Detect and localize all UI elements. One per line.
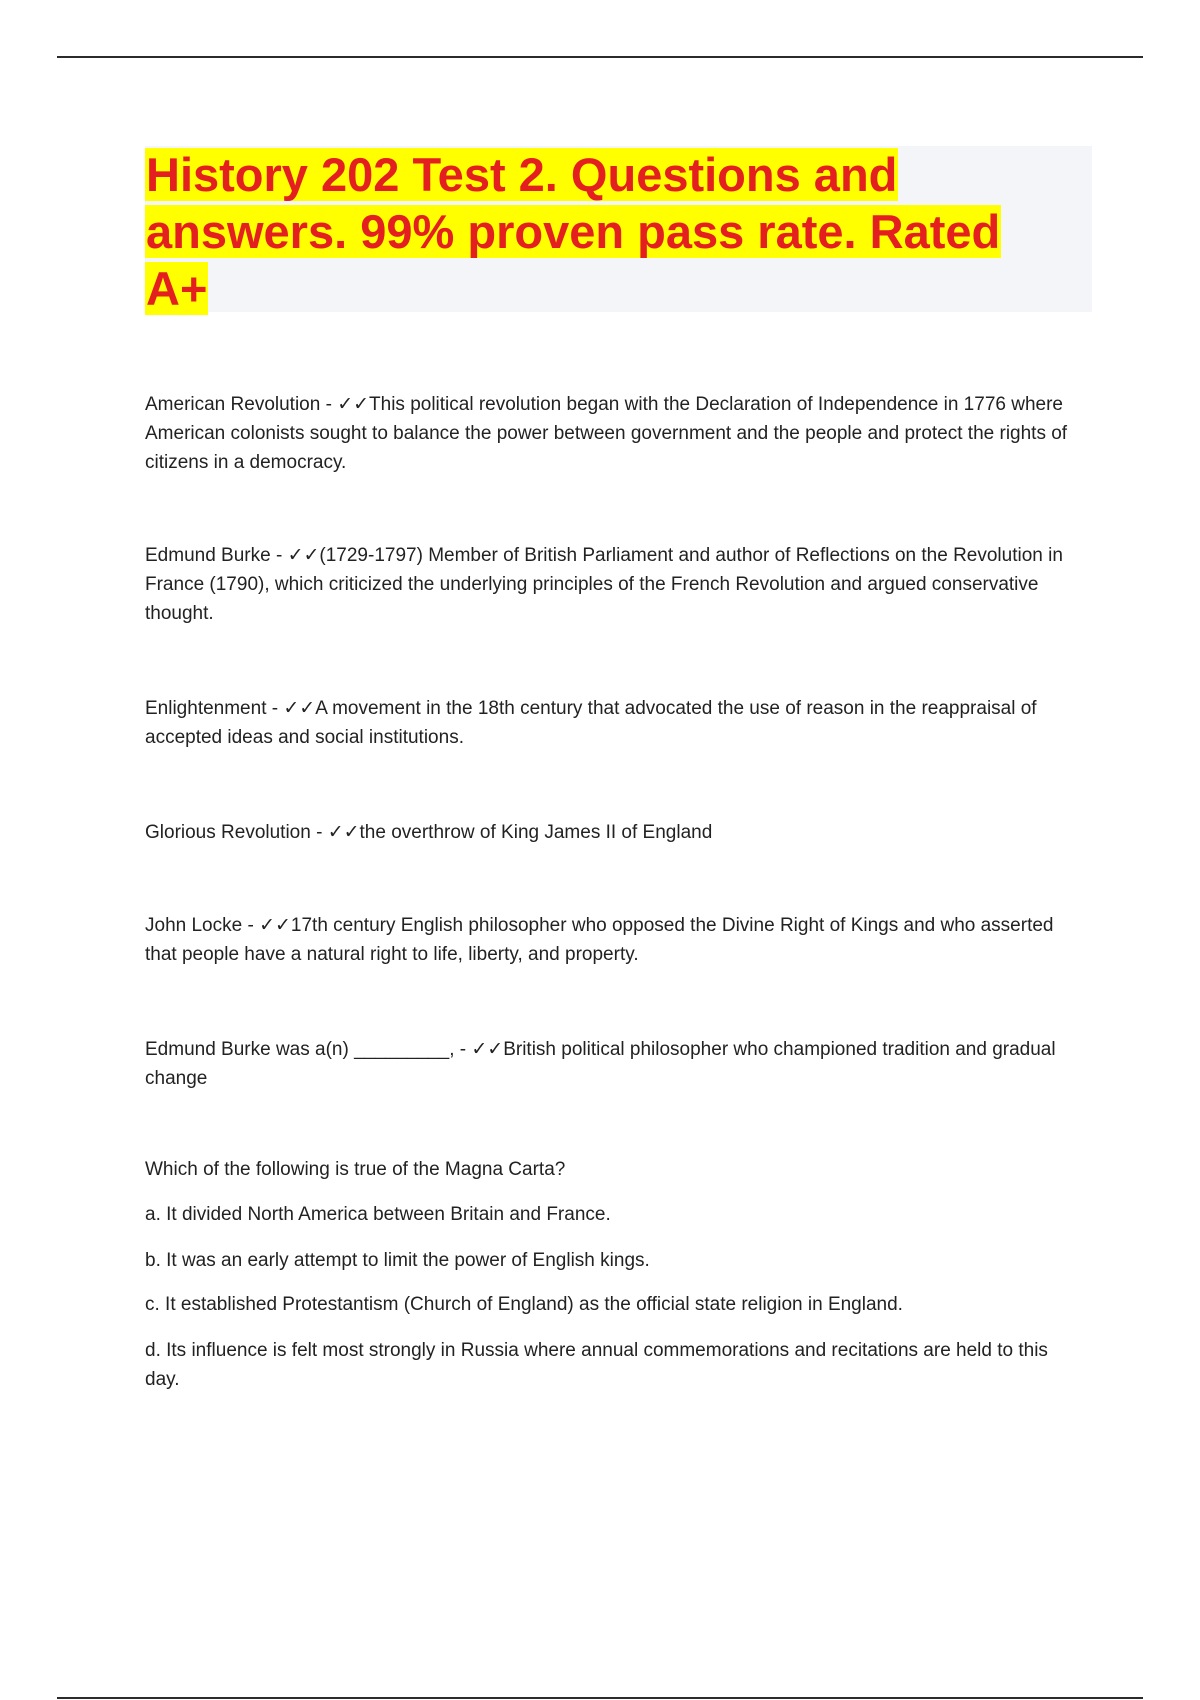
entry-enlightenment: Enlightenment - ✓✓A movement in the 18th century that advocated the use of reason in the reappraisal of accepted ideas and social institutions. [145, 698, 1037, 748]
question-prompt: Which of the following is true of the Magna Carta? [145, 1159, 566, 1180]
bottom-rule [57, 1697, 1143, 1699]
entry-edmund-burke-fill-in: Edmund Burke was a(n) _________, - ✓✓British political philosopher who championed tradition and gradual change [145, 1039, 1056, 1089]
entry-american-revolution: American Revolution - ✓✓This political revolution began with the Declaration of Independence in 1776 where American colonists sought to balance the power between government and the people and protect the rights of citizens in a democracy. [145, 394, 1068, 473]
question-option-c: c. It established Protestantism (Church of England) as the official state religion in England. [145, 1294, 903, 1315]
document-title [145, 146, 1045, 317]
title-highlight: History 202 Test 2. Questions and answers. 99% proven pass rate. Rated A+ [146, 148, 1001, 315]
top-rule [57, 56, 1143, 58]
entry-glorious-revolution: Glorious Revolution - ✓✓the overthrow of King James II of England [145, 822, 713, 843]
entry-edmund-burke: Edmund Burke - ✓✓(1729-1797) Member of British Parliament and author of Reflections on the Revolution in France (1790), which criticized the underlying principles of the French Revolution and argued conservative thought. [145, 545, 1063, 624]
question-option-d: d. Its influence is felt most strongly in Russia where annual commemorations and recitations are held to this day. [145, 1340, 1048, 1390]
question-option-a: a. It divided North America between Britain and France. [145, 1204, 611, 1225]
entry-john-locke: John Locke - ✓✓17th century English philosopher who opposed the Divine Right of Kings and who asserted that people have a natural right to life, liberty, and property. [145, 915, 1054, 965]
question-option-b: b. It was an early attempt to limit the power of English kings. [145, 1250, 650, 1271]
